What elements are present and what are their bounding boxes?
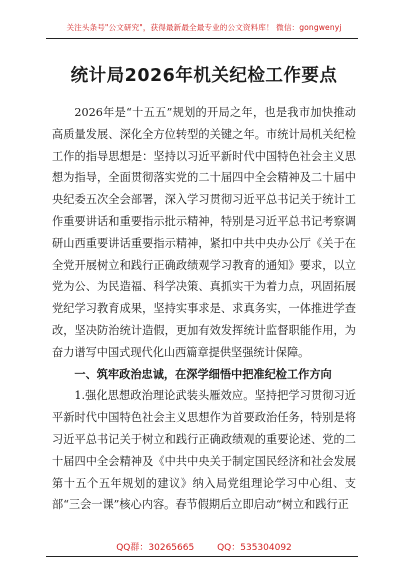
footer-divider (46, 556, 358, 557)
document-title: 统计局2026年机关纪检工作要点 (70, 66, 338, 86)
intro-paragraph: 2026年是“十五五”规划的开局之年，也是我市加快推动高质量发展、深化全方位转型的关键之年。市统计局机关纪检工作的指导思想是：坚持以习近平新时代中国特色社会主义思想为指导，全面贯彻落实党的二十届四中全会精神及二十届中央纪委五次全会部署，深入学习贯彻习近平总书记关于统计工作重要讲话和重要指示批示精神，特别是习近平总书记考察调研山西重要讲话重要指示精神，紧扣中共中央办公厅《关于在全党开展树立和践行正确政绩观学习教育的通知》要求，以立党为公、为民造福、科学决策、真抓实干为着力点，巩固拓展党纪学习教育成果，坚持实事求是、求真务实，一体推进学查改，坚决防治统计造假，更加有效发挥统计监督职能作用，为奋力谱写中国式现代化山西篇章提供坚强统计保障。 (52, 106, 356, 359)
section-paragraph: 1.强化思想政治理论武装头雁效应。坚持把学习贯彻习近平新时代中国特色社会主义思想作为首要政治任务，特别是将习近平总书记关于树立和践行正确政绩观的重要论述、党的二十届四中全会精神及《中共中央关于制定国民经济和社会发展第十五个五年规划的建议》纳入局党组理论学习中心组、支部“三会一课”核心内容。春节假期后立即启动“树立和践行正 (52, 389, 356, 512)
header-banner: 关注头条号"公文研究"，获得最新最全最专业的公文资料库！ 微信：gongwenyj (66, 23, 342, 32)
header-divider (46, 38, 358, 39)
document-body (52, 102, 356, 516)
footer-contact (0, 540, 408, 553)
footer-qq: QQ：535304092 (217, 543, 292, 553)
section-heading: 一、筑牢政治忠诚，在深学细悟中把准纪检工作方向 (74, 367, 332, 381)
footer-qq-group: QQ群：30265665 (116, 543, 195, 553)
